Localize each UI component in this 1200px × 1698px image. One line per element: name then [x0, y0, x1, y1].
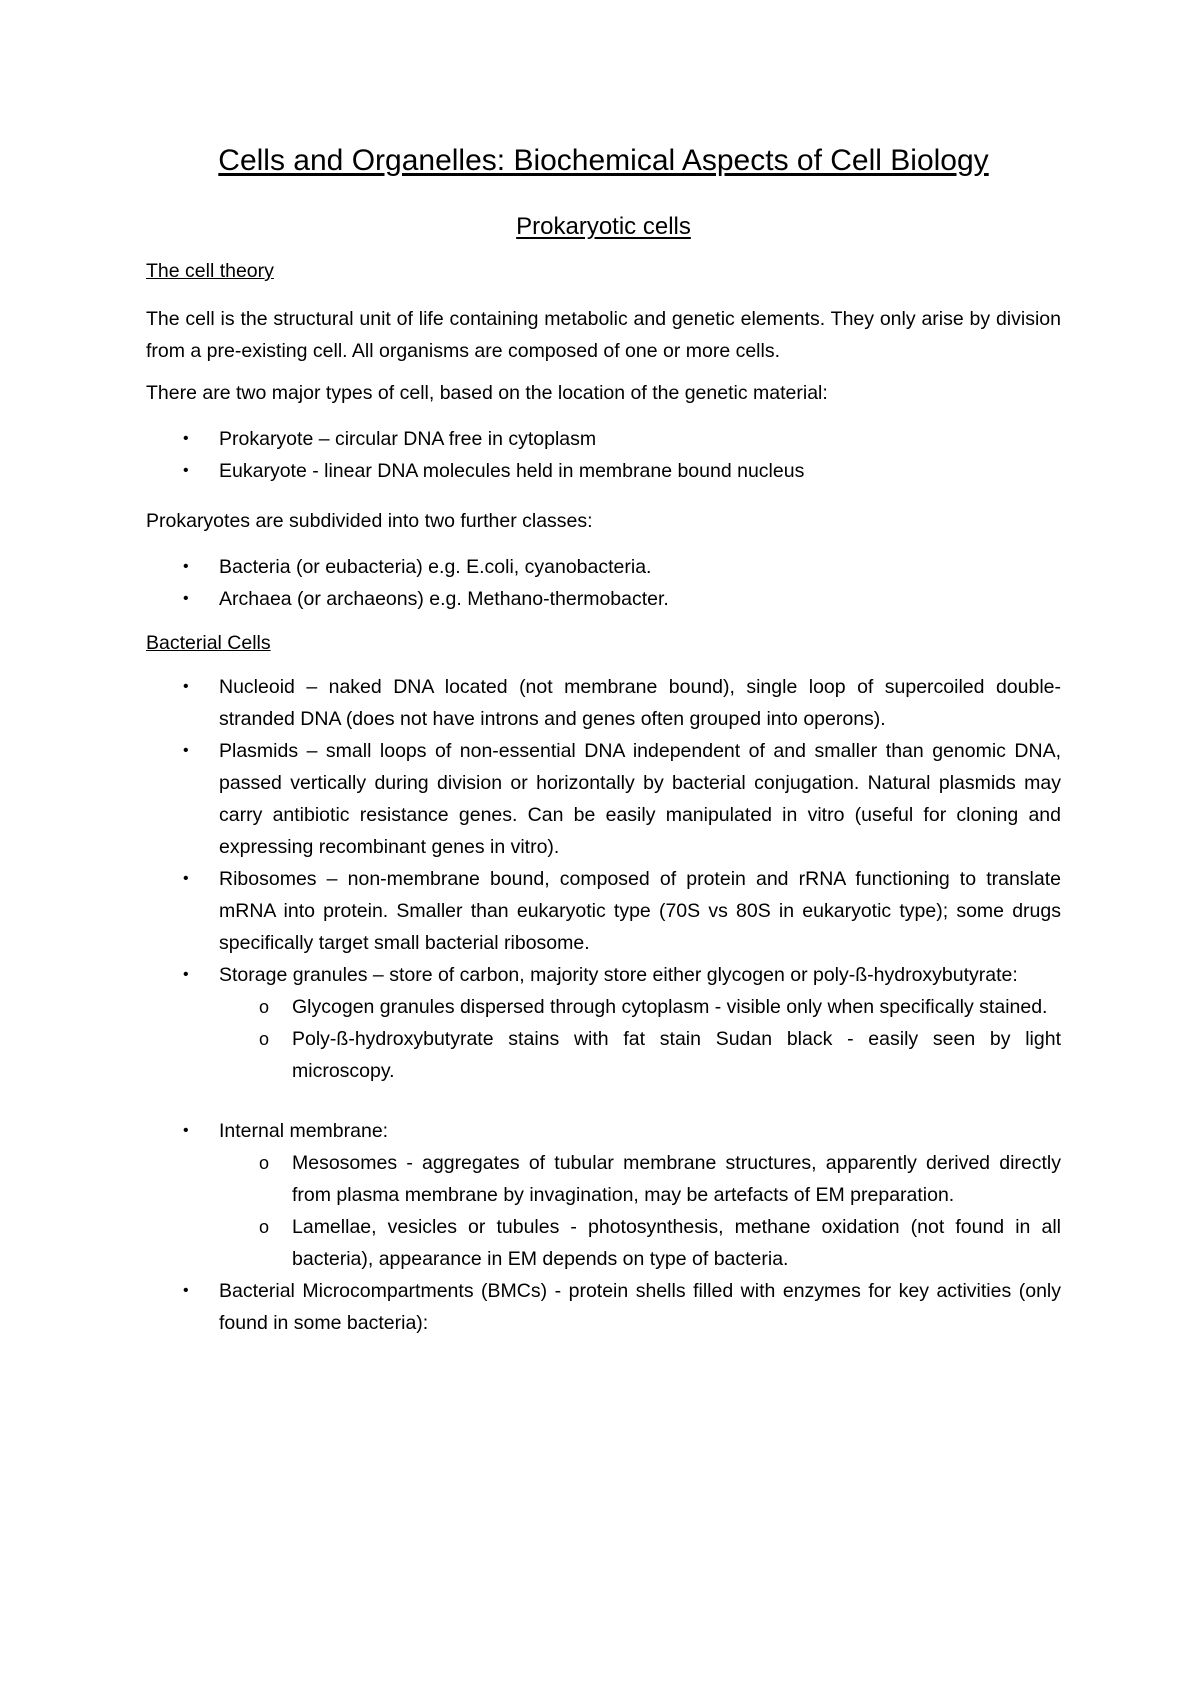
bullet-icon: •: [183, 870, 189, 887]
cell-types-list: [146, 423, 1061, 487]
list-item: • Archaea (or archaeons) e.g. Methano-thermobacter.: [146, 583, 1061, 615]
section-title: Prokaryotic cells: [516, 213, 691, 240]
sub-bullet-icon: o: [259, 1153, 270, 1173]
spacer: [146, 1087, 1061, 1115]
list-item: • Storage granules – store of carbon, majority store either glycogen or poly-ß-hydroxybutyrate: o Glycogen granules dispersed through cytoplasm - visible only when specifically stained. o Poly-ß-hydroxybutyrate stains with fat stain Sudan black - easily seen by light microscopy.: [146, 959, 1061, 1087]
bullet-icon: •: [183, 742, 189, 759]
document-title: Cells and Organelles: Biochemical Aspects of Cell Biology: [218, 144, 989, 177]
sub-list-item: o Poly-ß-hydroxybutyrate stains with fat stain Sudan black - easily seen by light microscopy.: [219, 1023, 1061, 1087]
bullet-icon: •: [183, 558, 189, 575]
bullet-icon: •: [183, 1282, 189, 1299]
bullet-icon: •: [183, 430, 189, 447]
list-item: • Internal membrane: o Mesosomes - aggregates of tubular membrane structures, apparently derived directly from plasma membrane by invagination, may be artefacts of EM preparation. o Lamellae, vesicles or tubules - photosynthesis, methane oxidation (not found in all bacteria), appearance in EM depends on type of bacteria.: [146, 1115, 1061, 1275]
list-item: • Nucleoid – naked DNA located (not membrane bound), single loop of supercoiled double-stranded DNA (does not have introns and genes often grouped into operons).: [146, 671, 1061, 735]
bullet-icon: •: [183, 678, 189, 695]
sub-list-item: o Glycogen granules dispersed through cytoplasm - visible only when specifically stained.: [219, 991, 1061, 1023]
list-item: • Bacterial Microcompartments (BMCs) - protein shells filled with enzymes for key activities (only found in some bacteria):: [146, 1275, 1061, 1339]
storage-granules-sublist: [219, 991, 1061, 1087]
bullet-icon: •: [183, 1122, 189, 1139]
list-item: • Ribosomes – non-membrane bound, composed of protein and rRNA functioning to translate mRNA into protein. Smaller than eukaryotic type (70S vs 80S in eukaryotic type); some drugs specifically target small bacterial ribosome.: [146, 863, 1061, 959]
document-body: [146, 140, 1061, 1339]
bacterial-cells-list: [146, 671, 1061, 1087]
internal-membrane-sublist: [219, 1147, 1061, 1275]
sub-list-item: o Lamellae, vesicles or tubules - photosynthesis, methane oxidation (not found in all bacteria), appearance in EM depends on type of bacteria.: [219, 1211, 1061, 1275]
bullet-icon: •: [183, 462, 189, 479]
prokaryote-classes-list: [146, 551, 1061, 615]
list-item: • Plasmids – small loops of non-essential DNA independent of and smaller than genomic DNA, passed vertically during division or horizontally by bacterial conjugation. Natural plasmids may carry antibiotic resistance genes. Can be easily manipulated in vitro (useful for cloning and expressing recombinant genes in vitro).: [146, 735, 1061, 863]
sub-bullet-icon: o: [259, 1217, 270, 1237]
cell-theory-paragraph: The cell is the structural unit of life containing metabolic and genetic elements. They only arise by division from a pre-existing cell. All organisms are composed of one or more cells.: [146, 308, 1061, 362]
list-item: • Prokaryote – circular DNA free in cytoplasm: [146, 423, 1061, 455]
bacterial-cells-list-continued: [146, 1115, 1061, 1339]
list-item: • Eukaryote - linear DNA molecules held in membrane bound nucleus: [146, 455, 1061, 487]
bullet-icon: •: [183, 966, 189, 983]
sub-bullet-icon: o: [259, 1029, 270, 1049]
bacterial-cells-heading: Bacterial Cells: [146, 632, 271, 654]
cell-types-intro: There are two major types of cell, based on the location of the genetic material:: [146, 382, 828, 404]
list-item: • Bacteria (or eubacteria) e.g. E.coli, cyanobacteria.: [146, 551, 1061, 583]
sub-list-item: o Mesosomes - aggregates of tubular membrane structures, apparently derived directly from plasma membrane by invagination, may be artefacts of EM preparation.: [219, 1147, 1061, 1211]
sub-bullet-icon: o: [259, 997, 270, 1017]
cell-theory-heading: The cell theory: [146, 260, 274, 282]
bullet-icon: •: [183, 590, 189, 607]
prokaryote-classes-intro: Prokaryotes are subdivided into two further classes:: [146, 510, 593, 532]
